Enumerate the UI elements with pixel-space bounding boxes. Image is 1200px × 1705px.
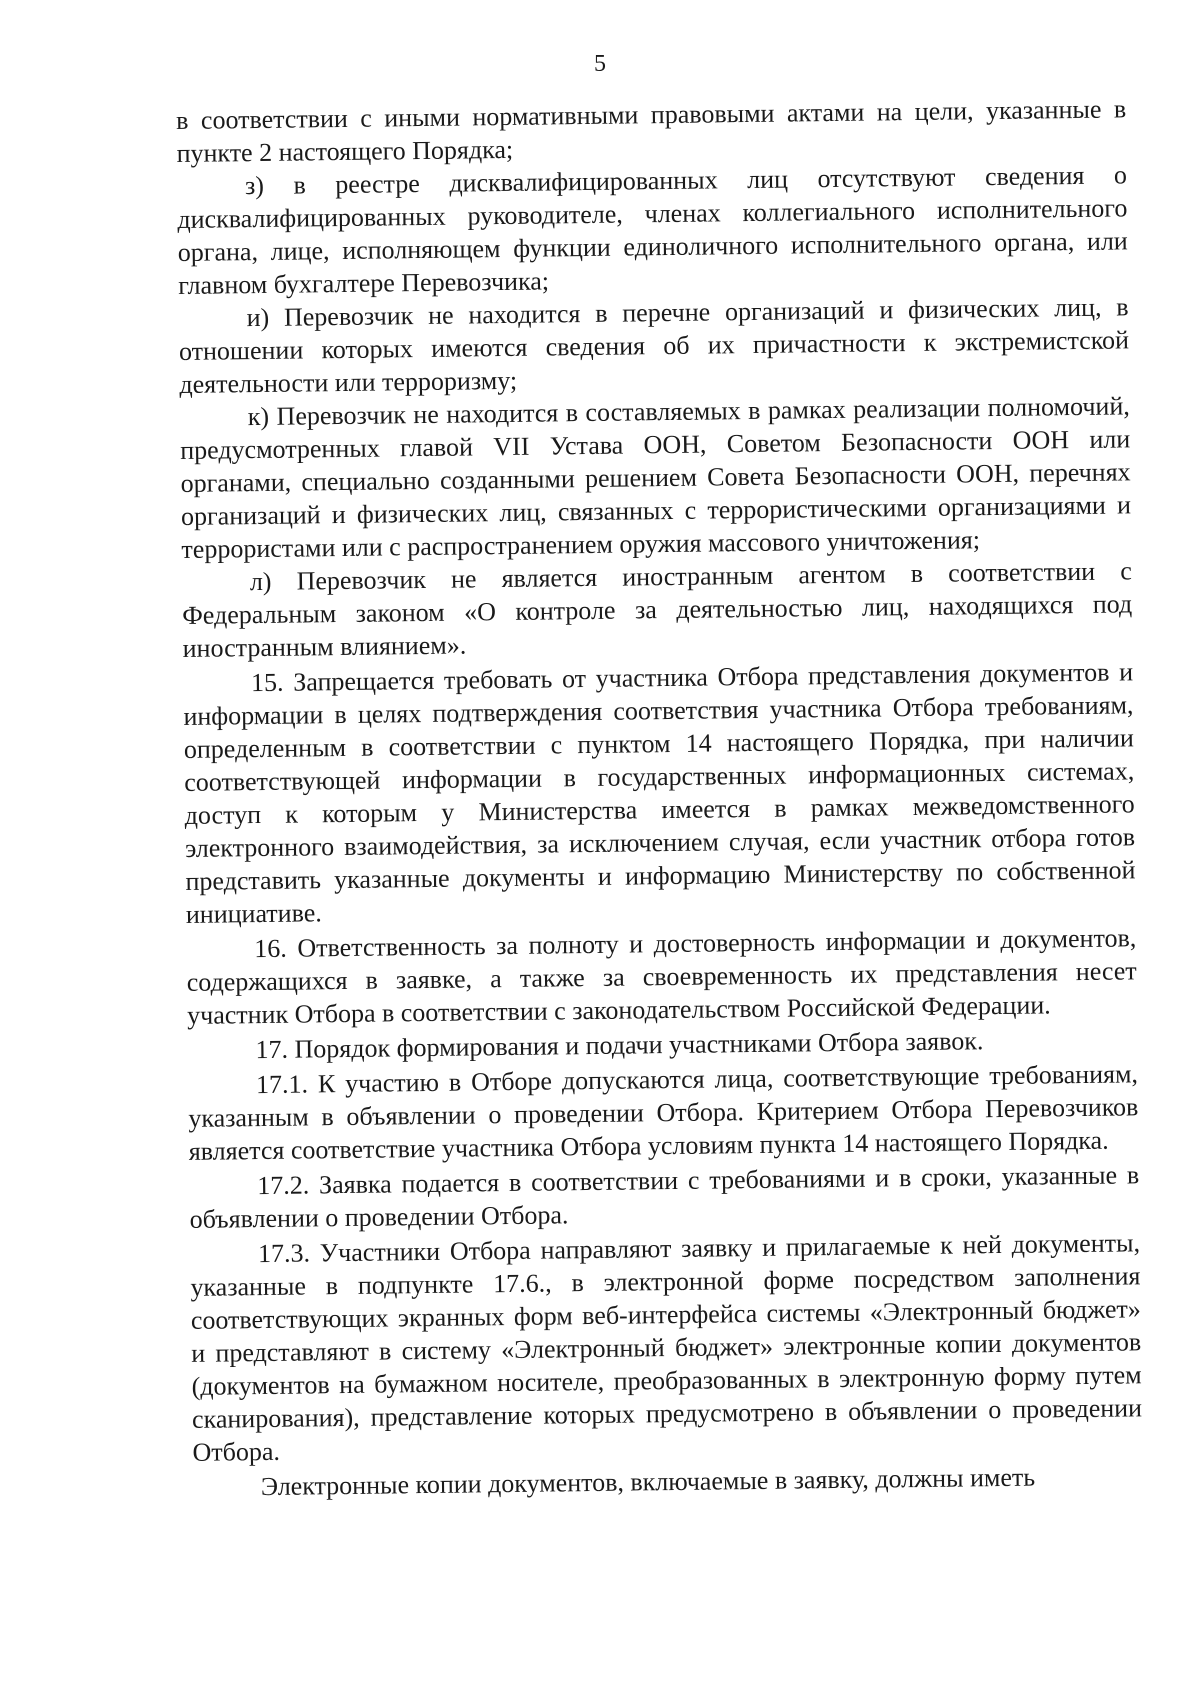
- paragraph-17: 17. Порядок формирования и подачи участниками Отбора заявок.: [255, 1026, 984, 1065]
- paragraph-15: 15. Запрещается требовать от участника Отбора представления документов и информации в целях подтверждения соответствия участника Отбора требованиям, определенным в соответствии с пунктом 14 настоящего Порядка, при наличии соответствующей информации в государственных информационных системах, доступ к которым у Министерства имеется в рамках межведомственного электронного взаимодействия, за исключением случая, если участник отбора готов представить указанные документы и информацию Министерству по собственной инициативе.: [183, 657, 1136, 929]
- paragraph-17-1: 17.1. К участию в Отборе допускаются лица, соответствующие требованиям, указанным в объявлении о проведении Отбора. Критерием Отбора Перевозчиков является соответствие участника Отбора условиям пункта 14 настоящего Порядка.: [188, 1059, 1139, 1166]
- paragraph-item-i: и) Перевозчик не находится в перечне организаций и физических лиц, в отношении которых имеются сведения об их причастности к экстремистской деятельности или терроризму;: [178, 292, 1130, 399]
- paragraph-17-2: 17.2. Заявка подается в соответствии с требованиями и в сроки, указанные в объявлении о проведении Отбора.: [189, 1160, 1140, 1234]
- paragraph-continuation: в соответствии с иными нормативными правовыми актами на цели, указанные в пункте 2 настоящего Порядка;: [176, 94, 1127, 168]
- paragraph-electronic-copies: Электронные копии документов, включаемые в заявку, должны иметь: [260, 1462, 1036, 1502]
- paragraph-16: 16. Ответственность за полноту и достоверность информации и документов, содержащихся в заявке, а также за своевременность их представления несет участник Отбора в соответствии с законодательством Российской Федерации.: [186, 923, 1137, 1030]
- paragraph-item-z: з) в реестре дисквалифицированных лиц отсутствуют сведения о дисквалифицированных руководителе, членах коллегиального исполнительного органа, лице, исполняющем функции единоличного исполнительного органа, или главном бухгалтере Перевозчика;: [177, 160, 1128, 300]
- paragraph-17-3: 17.3. Участники Отбора направляют заявку и прилагаемые к ней документы, указанные в подпункте 17.6., в электронной форме посредством заполнения соответствующих экранных форм веб-интерфейса системы «Электронный бюджет» и представляют в систему «Электронный бюджет» электронные копии документов (документов на бумажном носителе, преобразованных в электронную форму путем сканирования), представление которых предусмотрено в объявлении о проведении Отбора.: [190, 1228, 1143, 1467]
- paragraph-item-l: л) Перевозчик не является иностранным агентом в соответствии с Федеральным законом «О контроле за деятельностью лиц, находящихся под иностранным влиянием».: [182, 556, 1133, 663]
- page-number: 5: [594, 51, 606, 77]
- paragraph-item-k: к) Перевозчик не находится в составляемых в рамках реализации полномочий, предусмотренных главой VII Устава ООН, Советом Безопасности ООН или органами, специально созданными решением Совета Безопасности ООН, перечнях организаций и физических лиц, связанных с террористическими организациями и террористами или с распространением оружия массового уничтожения;: [180, 391, 1132, 564]
- document-body: [176, 92, 1143, 1504]
